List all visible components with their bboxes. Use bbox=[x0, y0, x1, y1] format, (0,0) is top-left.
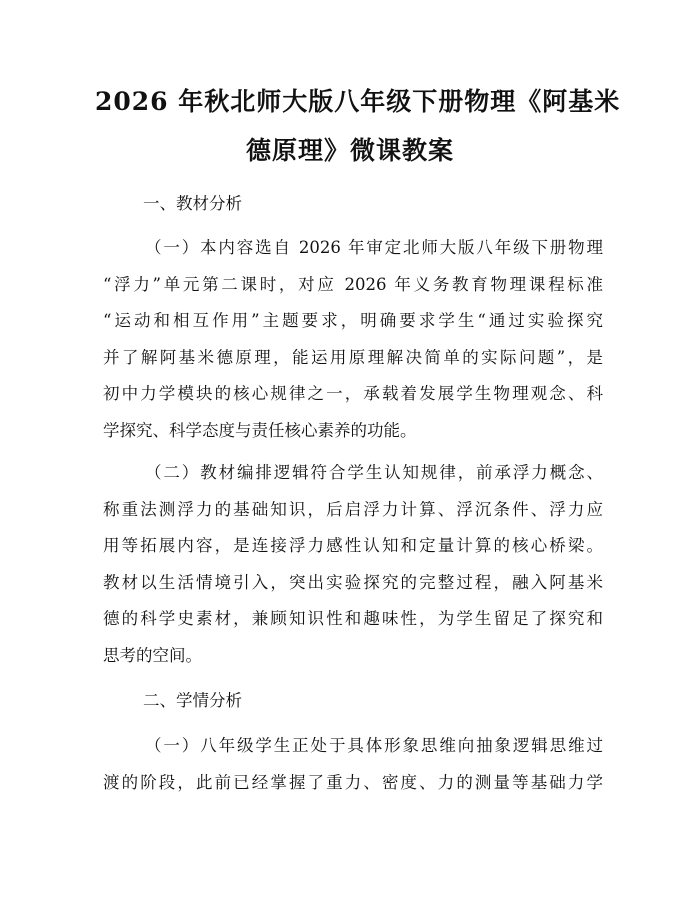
paragraph-line: 用等拓展内容，是连接浮力感性认知和定量计算的核心桥梁。 bbox=[103, 536, 603, 555]
paragraph-line: 德的科学史素材，兼顾知识性和趣味性，为学生留足了探究和 bbox=[103, 609, 603, 628]
section-heading-textbook-analysis: 一、教材分析 bbox=[143, 194, 242, 213]
paragraph-line: 称重法测浮力的基础知识，后启浮力计算、浮沉条件、浮力应 bbox=[103, 499, 603, 519]
paragraph-line: “运动和相互作用”主题要求，明确要求学生“通过实验探究 bbox=[103, 311, 603, 330]
paragraph-line: 思考的空间。 bbox=[103, 645, 202, 665]
paragraph-line: （二）教材编排逻辑符合学生认知规律，前承浮力概念、 bbox=[145, 463, 603, 482]
document-title-line-2: 德原理》微课教案 bbox=[245, 136, 454, 165]
paragraph-line: （一）八年级学生正处于具体形象思维向抽象逻辑思维过 bbox=[145, 736, 603, 755]
paragraph-line: 并了解阿基米德原理，能运用原理解决简单的实际问题”，是 bbox=[103, 347, 603, 367]
paragraph-textbook-analysis-1 bbox=[103, 230, 603, 449]
paragraph-line: （一）本内容选自 2026 年审定北师大版八年级下册物理 bbox=[145, 238, 603, 257]
document-title-line-1: 2026 年秋北师大版八年级下册物理《阿基米 bbox=[95, 87, 621, 116]
paragraph-textbook-analysis-2 bbox=[103, 455, 603, 674]
paragraph-line: 学探究、科学态度与责任核心素养的功能。 bbox=[103, 420, 417, 440]
paragraph-learner-analysis-1 bbox=[103, 728, 603, 801]
paragraph-line: 初中力学模块的核心规律之一，承载着发展学生物理观念、科 bbox=[103, 384, 603, 403]
section-heading-learner-analysis: 二、学情分析 bbox=[143, 691, 242, 710]
paragraph-line: 渡的阶段，此前已经掌握了重力、密度、力的测量等基础力学 bbox=[103, 772, 603, 792]
paragraph-line: 教材以生活情境引入，突出实验探究的完整过程，融入阿基米 bbox=[103, 572, 603, 592]
paragraph-line: “浮力”单元第二课时，对应 2026 年义务教育物理课程标准 bbox=[103, 274, 603, 294]
